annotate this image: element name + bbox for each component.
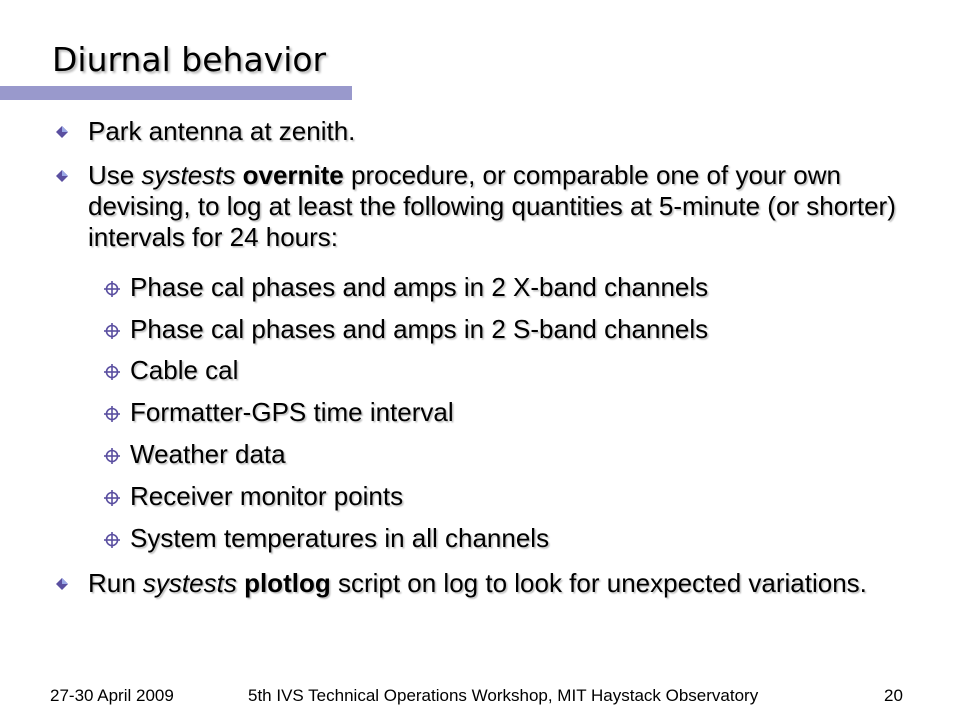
bullet-text-post: script on log to look for unexpected variations. — [330, 568, 867, 598]
crosshair-bullet-icon — [104, 323, 120, 339]
sub-bullet-item: Phase cal phases and amps in 2 S-band channels — [130, 314, 709, 344]
footer-page-number: 20 — [884, 686, 903, 705]
bullet-text-space — [235, 160, 242, 190]
sub-bullet-item: Formatter-GPS time interval — [130, 397, 454, 427]
crosshair-bullet-icon — [104, 448, 120, 464]
bullet-text-space — [237, 568, 244, 598]
bullet-item — [88, 116, 898, 147]
sub-bullet-item: Phase cal phases and amps in 2 X-band channels — [130, 272, 709, 302]
bullet-text-bold: plotlog — [244, 568, 331, 598]
diamond-bullet-icon — [56, 126, 68, 138]
crosshair-bullet-icon — [104, 281, 120, 297]
crosshair-bullet-icon — [104, 364, 120, 380]
crosshair-bullet-icon — [104, 490, 120, 506]
sub-bullet-item: System temperatures in all channels — [130, 523, 550, 553]
diamond-bullet-icon — [56, 170, 68, 182]
title-underline-bar — [0, 86, 352, 100]
footer-event: 5th IVS Technical Operations Workshop, MIT Haystack Observatory — [248, 686, 759, 705]
bullet-text-pre: Use — [88, 160, 142, 190]
footer-date: 27-30 April 2009 — [50, 686, 174, 705]
diamond-bullet-icon — [56, 578, 68, 590]
sub-bullet-item: Receiver monitor points — [130, 481, 404, 511]
bullet-item — [88, 568, 898, 599]
bullet-text-bold: overnite — [242, 160, 344, 190]
sub-bullet-item: Cable cal — [130, 355, 239, 385]
crosshair-bullet-icon — [104, 406, 120, 422]
crosshair-bullet-icon — [104, 532, 120, 548]
bullet-item — [88, 160, 898, 253]
sub-bullet-item: Weather data — [130, 439, 286, 469]
bullet-text-post: procedure, or comparable one of your own devising, to log at least the following quantities at 5-minute (or shorter) intervals for 24 hours: — [88, 160, 896, 252]
slide-title: Diurnal behavior — [52, 40, 327, 79]
bullet-text: Park antenna at zenith. — [88, 116, 356, 146]
bullet-text-pre: Run — [88, 568, 143, 598]
bullet-text-italic: systests — [142, 568, 237, 598]
bullet-text-italic: systests — [141, 160, 236, 190]
